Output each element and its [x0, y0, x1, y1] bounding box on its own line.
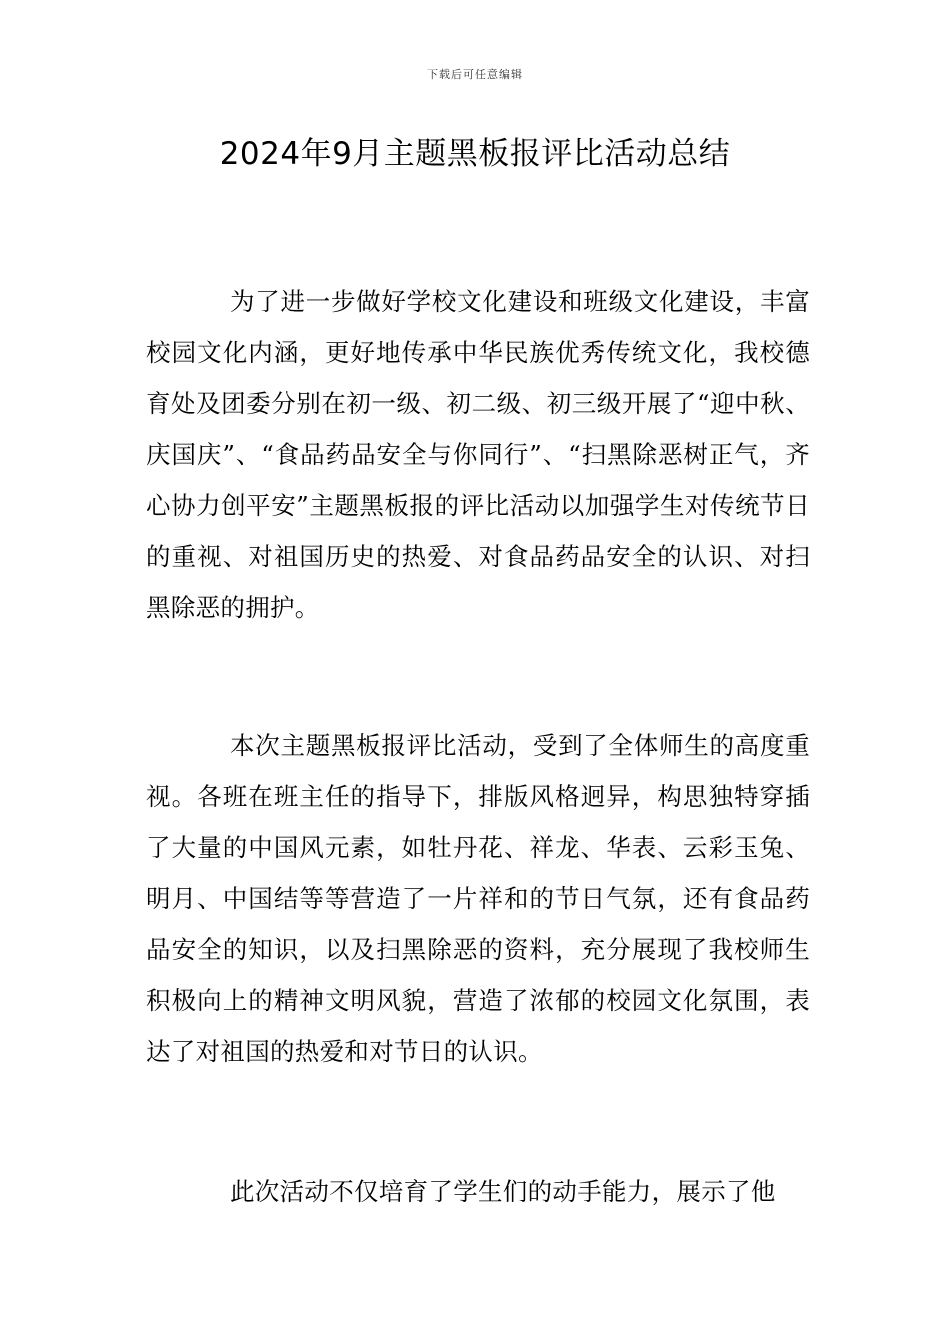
document-title: 2024年9月主题黑板报评比活动总结: [219, 136, 731, 172]
page-header-note: 下载后可任意编辑: [427, 68, 523, 81]
paragraph-3: 此次活动不仅培育了学生们的动手能力，展示了他: [230, 1177, 776, 1206]
paragraph-1: 为了进一步做好学校文化建设和班级文化建设，丰富校园文化内涵，更好地传承中华民族优秀传统文化，我校德育处及团委分别在初一级、初二级、初三级开展了“迎中秋、庆国庆”、“食品药品安全与你同行”、“扫黑除恶树正气，齐心协力创平安”主题黑板报的评比活动以加强学生对传统节日的重视、对祖国历史的热爱、对食品药品安全的认识、对扫黑除恶的拥护。: [146, 287, 810, 622]
paragraph-2: 本次主题黑板报评比活动，受到了全体师生的高度重视。各班在班主任的指导下，排版风格迥异，构思独特穿插了大量的中国风元素，如牡丹花、祥龙、华表、云彩玉兔、明月、中国结等等营造了一片祥和的节日气氛，还有食品药品安全的知识，以及扫黑除恶的资料，充分展现了我校师生积极向上的精神文明风貌，营造了浓郁的校园文化氛围，表达了对祖国的热爱和对节日的认识。: [146, 731, 810, 1066]
